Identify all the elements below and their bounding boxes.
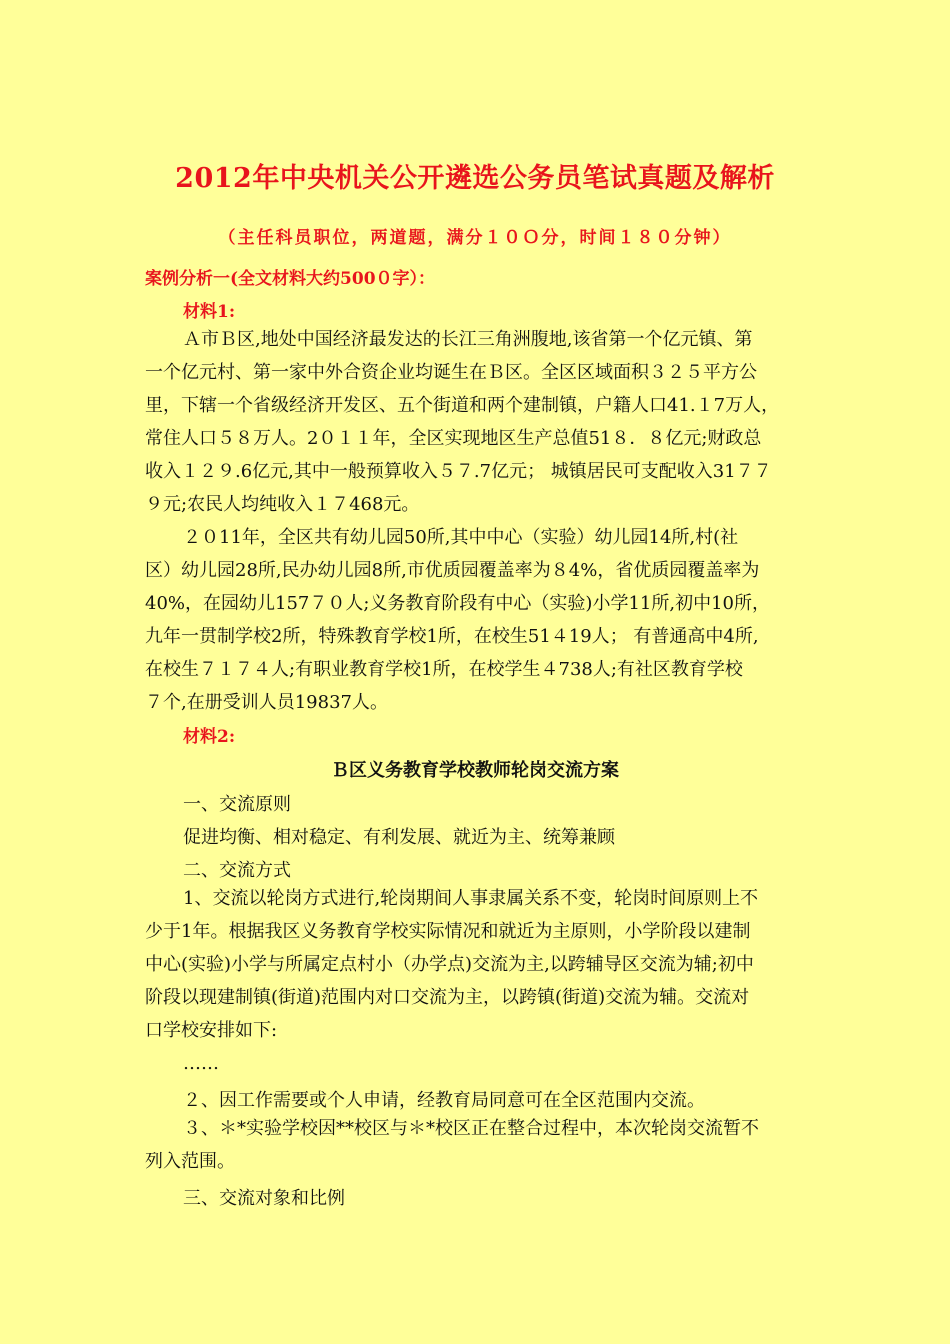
text-line: 区）幼儿园28所,民办幼儿园8所,市优质园覆盖率为８4%，省优质园覆盖率为 [145,560,760,581]
text-line: 里，下辖一个省级经济开发区、五个街道和两个建制镇，户籍人口41.１7万人， [145,395,780,416]
section-2-item-2: ２、因工作需要或个人申请，经教育局同意可在全区范围内交流。 [183,1090,705,1111]
case-analysis-heading: 案例分析一(全文材料大约500０字）： [145,269,436,289]
ellipsis: …… [183,1053,219,1074]
text-line: ７个,在册受训人员19837人。 [145,692,388,713]
text-line: 列入范围。 [145,1151,235,1172]
text-line: 常住人口５８万人。2０１１年，全区实现地区生产总值51８．８亿元;财政总 [145,428,762,449]
document-subtitle: （主任科员职位，两道题，满分１０Ｏ分，时间１８０分钟） [218,228,732,248]
text-line: 一个亿元村、第一家中外合资企业均诞生在Ｂ区。全区区域面积３２５平方公 [145,362,757,383]
section-2-heading: 二、交流方式 [183,860,291,881]
material-1-paragraph-1 [145,323,820,521]
section-3-heading: 三、交流对象和比例 [183,1188,345,1209]
material-1-label: 材料1: [183,302,236,322]
section-1-body: 促进均衡、相对稳定、有利发展、就近为主、统筹兼顾 [183,827,615,848]
document-title: 2012年中央机关公开遴选公务员笔试真题及解析 [175,163,775,194]
text-line: ２０11年，全区共有幼儿园50所,其中中心（实验）幼儿园14所,村(社 [183,527,739,548]
text-line: 少于1年。根据我区义务教育学校实际情况和就近为主原则，小学阶段以建制 [145,921,751,942]
text-line: 收入１２９.6亿元,其中一般预算收入５７.7亿元； 城镇居民可支配收入31７７ [145,461,772,482]
material-1-paragraph-2 [145,521,820,719]
text-line: 九年一贯制学校2所，特殊教育学校1所，在校生51４19人； 有普通高中4所, [145,626,759,647]
plan-title: Ｂ区义务教育学校教师轮岗交流方案 [331,760,619,781]
text-line: 中心(实验)小学与所属定点村小（办学点)交流为主,以跨辅导区交流为辅;初中 [145,954,754,975]
text-line: Ａ市Ｂ区,地处中国经济最发达的长江三角洲腹地,该省第一个亿元镇、第 [183,329,753,350]
text-line: ９元;农民人均纯收入１７468元。 [145,494,420,515]
text-line: 口学校安排如下: [145,1020,278,1041]
text-line: 40%，在园幼儿157７０人;义务教育阶段有中心（实验)小学11所,初中10所， [145,593,770,614]
section-2-item-1 [145,882,820,1047]
text-line: 在校生７１７４人;有职业教育学校1所，在校学生４738人;有社区教育学校 [145,659,743,680]
text-line: 1、交流以轮岗方式进行,轮岗期间人事隶属关系不变，轮岗时间原则上不 [183,888,759,909]
text-line: ３、＊*实验学校因**校区与＊*校区正在整合过程中，本次轮岗交流暂不 [183,1118,759,1139]
material-2-label: 材料2: [183,727,236,747]
text-line: 阶段以现建制镇(街道)范围内对口交流为主，以跨镇(街道)交流为辅。交流对 [145,987,750,1008]
section-2-item-3 [145,1112,820,1178]
section-1-heading: 一、交流原则 [183,794,291,815]
